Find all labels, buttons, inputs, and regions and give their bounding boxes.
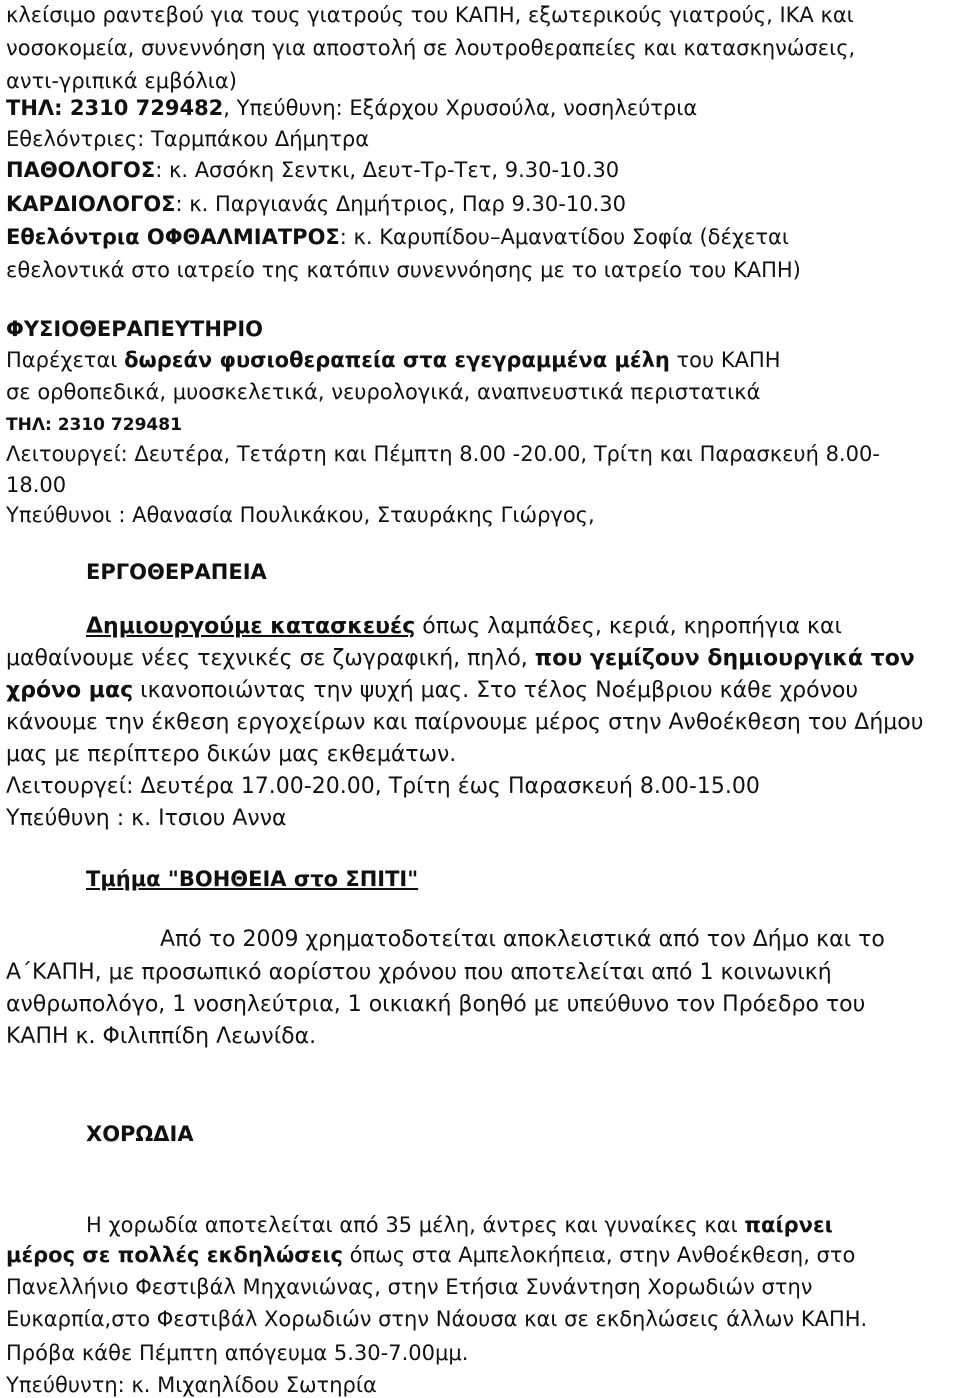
pathologist-line xyxy=(6,158,619,182)
bold-text: που γεμίζουν δημιουργικά τον xyxy=(534,646,915,671)
cardiologist-text: : κ. Παργιανάς Δημήτριος, Παρ 9.30-10.30 xyxy=(175,192,626,216)
section-title-choir: ΧΟΡΩΔΙΑ xyxy=(86,1122,194,1146)
text-line: Πρόβα κάθε Πέμπτη απόγευμα 5.30-7.00μμ. xyxy=(6,1341,469,1365)
text-span: Η χορωδία αποτελείται από 35 μέλη, άντρες και γυναίκες και xyxy=(86,1213,745,1237)
section-title-physiotherapy: ΦΥΣΙΟΘΕΡΑΠΕΥΤΗΡΙΟ xyxy=(6,317,263,341)
ophthalmologist-line xyxy=(6,225,789,249)
responsible-line: Υπεύθυνη : κ. Ιτσιου Αννα xyxy=(6,806,287,831)
text-span: του ΚΑΠΗ xyxy=(669,348,781,372)
hours-line: 18.00 xyxy=(6,473,67,497)
responsible-line: Υπεύθυνοι : Αθανασία Πουλικάκου, Σταυράκης Γιώργος, xyxy=(6,503,595,527)
cardiologist-line xyxy=(6,192,626,216)
text-line xyxy=(6,348,781,372)
text-line: αντι-γριπικά εμβόλια) xyxy=(6,69,237,93)
text-span: όπως λαμπάδες, κεριά, κηροπήγια και xyxy=(415,614,842,639)
text-line: κάνουμε την έκθεση εργοχείρων και παίρνουμε μέρος στην Ανθοέκθεση του Δήμου xyxy=(6,710,924,735)
bold-text: δωρεάν φυσιοθεραπεία στα εγεγραμμένα μέλη xyxy=(124,348,670,372)
text-line: μας με περίπτερο δικών μας εκθεμάτων. xyxy=(6,742,457,767)
text-span: μαθαίνουμε νέες τεχνικές σε ζωγραφική, πηλό, xyxy=(6,646,535,671)
text-line: εθελοντικά στο ιατρείο της κατόπιν συνεννόησης με το ιατρείο του ΚΑΠΗ) xyxy=(6,258,801,282)
bold-text: μέρος σε πολλές εκδηλώσεις xyxy=(6,1243,343,1267)
text-line: κλείσιμο ραντεβού για τους γιατρούς του ΚΑΠΗ, εξωτερικούς γιατρούς, ΙΚΑ και xyxy=(6,3,854,27)
section-title-home-help: Τμήμα "ΒΟΗΘΕΙΑ στο ΣΠΙΤΙ" xyxy=(86,867,419,891)
telephone-label: ΤΗΛ: 2310 729482 xyxy=(6,96,224,120)
section-title-occupational-therapy: ΕΡΓΟΘΕΡΑΠΕΙΑ xyxy=(86,560,267,584)
text-line: Α΄ΚΑΠΗ, με προσωπικό αορίστου χρόνου που αποτελείται από 1 κοινωνική xyxy=(6,960,832,985)
text-line: νοσοκομεία, συνεννόηση για αποστολή σε λουτροθεραπείες και κατασκηνώσεις, xyxy=(6,36,856,60)
text-line: Από το 2009 χρηματοδοτείται αποκλειστικά από τον Δήμο και το xyxy=(160,927,885,952)
text-line xyxy=(86,1213,833,1237)
ophthalmologist-label: Εθελόντρια ΟΦΘΑΛΜΙΑΤΡΟΣ xyxy=(6,225,340,249)
text-line: Ευκαρπία,στο Φεστιβάλ Χορωδιών στην Νάουσα και σε εκδηλώσεις άλλων ΚΑΠΗ. xyxy=(6,1307,868,1331)
text-line: ανθρωπολόγο, 1 νοσηλεύτρια, 1 οικιακή βοηθό με υπεύθυνο τον Πρόεδρο του xyxy=(6,992,866,1017)
text-line xyxy=(6,1243,855,1267)
text-span: ικανοποιώντας την ψυχή μας. Στο τέλος Νοέμβριου κάθε χρόνου xyxy=(133,678,859,703)
text-span: Παρέχεται xyxy=(6,348,125,372)
pathologist-label: ΠΑΘΟΛΟΓΟΣ xyxy=(6,158,156,182)
text-span: όπως στα Αμπελοκήπεια, στην Ανθοέκθεση, στο xyxy=(342,1243,856,1267)
hours-line: Λειτουργεί: Δευτέρα 17.00-20.00, Τρίτη έως Παρασκευή 8.00-15.00 xyxy=(6,774,760,799)
bold-text: Δημιουργούμε κατασκευές xyxy=(86,614,416,639)
bold-text: παίρνει xyxy=(744,1213,833,1237)
volunteers-line: Εθελόντριες: Ταρμπάκου Δήμητρα xyxy=(6,127,370,151)
telephone-line: ΤΗΛ: 2310 729481 xyxy=(6,415,182,435)
text-line xyxy=(6,647,915,671)
text-line xyxy=(86,615,842,639)
ophthalmologist-text: : κ. Καρυπίδου–Αμανατίδου Σοφία (δέχεται xyxy=(339,225,789,249)
text-line: ΚΑΠΗ κ. Φιλιππίδη Λεωνίδα. xyxy=(6,1024,317,1049)
telephone-line xyxy=(6,96,697,120)
hours-line: Λειτουργεί: Δευτέρα, Τετάρτη και Πέμπτη 8.00 -20.00, Τρίτη και Παρασκευή 8.00- xyxy=(6,442,880,466)
text-line: σε ορθοπεδικά, μυοσκελετικά, νευρολογικά, αναπνευστικά περιστατικά xyxy=(6,380,761,404)
bold-text: χρόνο μας xyxy=(6,678,134,703)
text-line: Πανελλήνιο Φεστιβάλ Μηχανιώνας, στην Ετήσια Συνάντηση Χορωδιών στην xyxy=(6,1275,813,1299)
responsible-line: Υπεύθυντη: κ. Μιχαηλίδου Σωτηρία xyxy=(6,1373,377,1397)
text-line xyxy=(6,679,858,703)
cardiologist-label: ΚΑΡΔΙΟΛΟΓΟΣ xyxy=(6,192,176,216)
pathologist-text: : κ. Ασσόκη Σεντκι, Δευτ-Τρ-Τετ, 9.30-10.30 xyxy=(155,158,620,182)
responsible-text: , Υπεύθυνη: Εξάρχου Χρυσούλα, νοσηλεύτρια xyxy=(223,96,698,120)
